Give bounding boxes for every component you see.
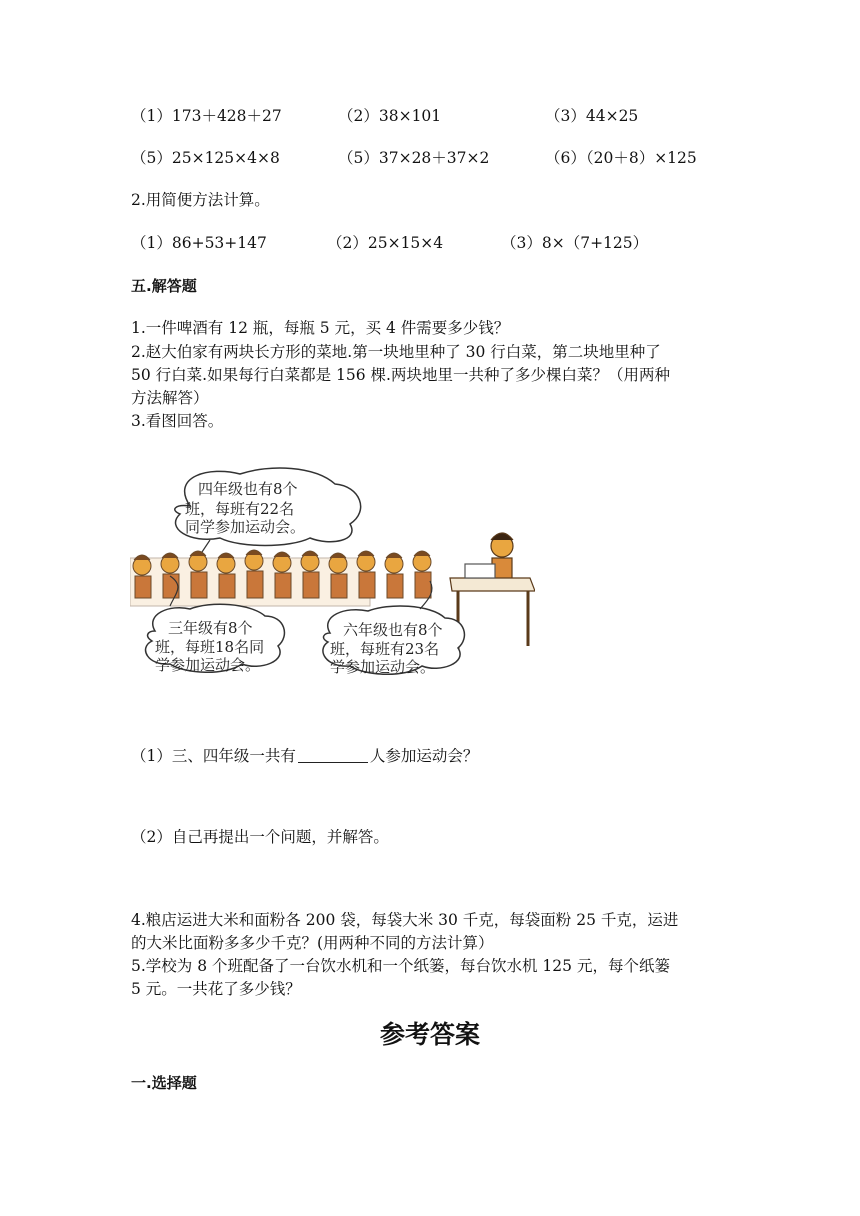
question-2-heading: 2.用简便方法计算。 <box>131 191 270 209</box>
problem-4-line-2: 的大米比面粉多多少千克？(用两种不同的方法计算） <box>131 934 494 952</box>
sports-meet-illustration <box>130 466 535 695</box>
calc-2-3: （6）（20＋8）×125 <box>545 149 697 167</box>
calc-1-1: （1）173＋428＋27 <box>131 107 282 125</box>
calc-3-1: （1）86+53+147 <box>131 234 267 252</box>
problem-2-line-2: 50 行白菜.如果每行白菜都是 156 棵.两块地里一共种了多少棵白菜？（用两种 <box>131 366 670 384</box>
problem-3-sub-1 <box>131 745 478 767</box>
answers-title: 参考答案 <box>379 1020 480 1049</box>
bubble-top-line-3: 同学参加运动会。 <box>185 518 306 536</box>
bubble-top-line-2: 班，每班有22名 <box>185 500 295 518</box>
children-crowd <box>130 550 431 606</box>
problem-2-line-1: 2.赵大伯家有两块长方形的菜地.第一块地里种了 30 行白菜，第二块地里种了 <box>131 343 661 361</box>
problem-2-line-3: 方法解答） <box>131 389 209 407</box>
bubble-right-line-1: 六年级也有8个 <box>343 621 443 639</box>
problem-1: 1.一件啤酒有 12 瓶，每瓶 5 元，买 4 件需要多少钱？ <box>131 319 510 337</box>
sub-1-suffix: 人参加运动会？ <box>369 747 479 765</box>
calc-2-1: （5）25×125×4×8 <box>131 149 280 167</box>
calc-1-2: （2）38×101 <box>338 107 442 125</box>
calc-3-2: （2）25×15×4 <box>327 234 444 252</box>
bubble-right-line-2: 班，每班有23名 <box>330 640 440 658</box>
calc-2-2: （5）37×28＋37×2 <box>338 149 490 167</box>
sub-1-prefix: （1）三、四年级一共有 <box>131 747 296 765</box>
bubble-left-line-1: 三年级有8个 <box>168 619 253 637</box>
answer-blank[interactable] <box>298 747 368 763</box>
bubble-left-line-2: 班，每班18名同 <box>155 638 265 656</box>
problem-3-sub-2: （2）自己再提出一个问题，并解答。 <box>131 828 389 846</box>
bubble-left-line-3: 学参加运动会。 <box>155 656 261 674</box>
problem-4-line-1: 4.粮店运进大米和面粉各 200 袋，每袋大米 30 千克，每袋面粉 25 千克，运进 <box>131 911 679 929</box>
bubble-top-line-1: 四年级也有8个 <box>198 480 298 498</box>
calc-1-3: （3）44×25 <box>545 107 639 125</box>
problem-5-line-2: 5 元。一共花了多少钱？ <box>131 980 301 998</box>
problem-3: 3.看图回答。 <box>131 412 224 430</box>
section-5-heading: 五.解答题 <box>131 277 197 295</box>
bubble-right-line-3: 学参加运动会。 <box>330 658 436 676</box>
problem-5-line-1: 5.学校为 8 个班配备了一台饮水机和一个纸篓，每台饮水机 125 元，每个纸篓 <box>131 957 670 975</box>
section-1-heading: 一.选择题 <box>131 1074 197 1092</box>
calc-3-3: （3）8×（7+125） <box>501 234 649 252</box>
